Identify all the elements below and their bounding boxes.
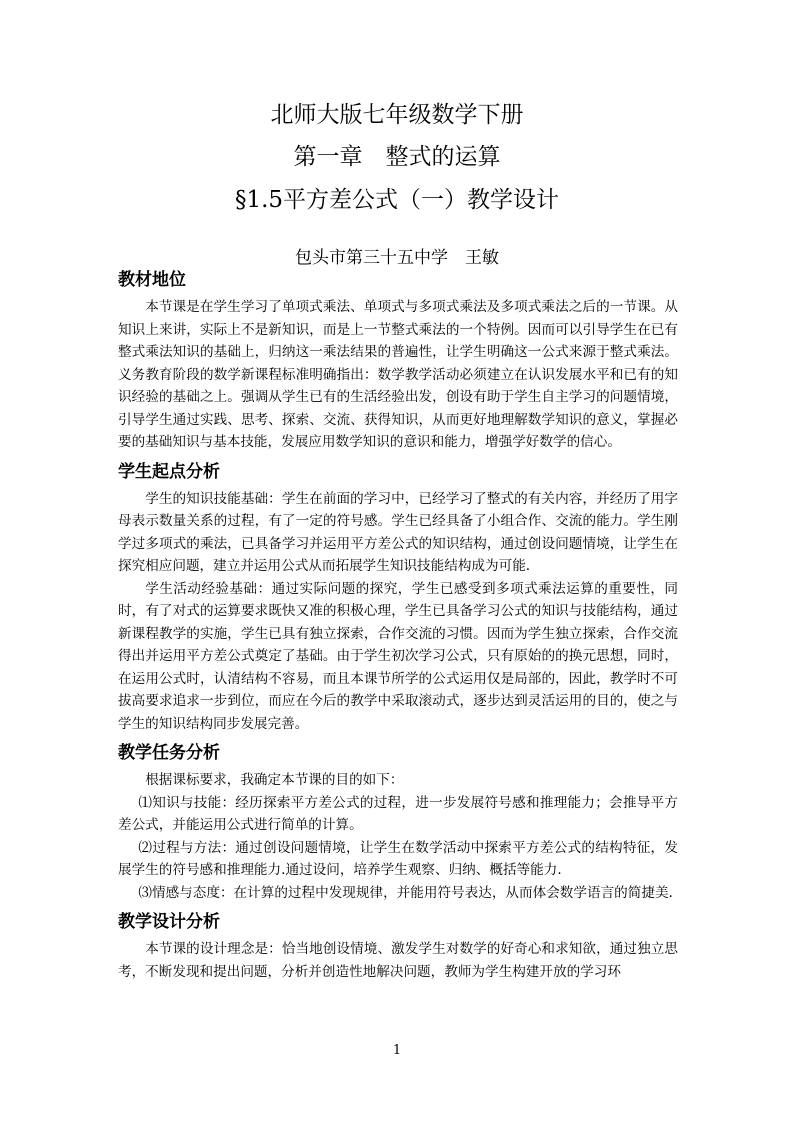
paragraph: 学生活动经验基础：通过实际问题的探究，学生已感受到多项式乘法运算的重要性，同时，有了对式的运算要求既快又准的积极心理，学生已具备学习公式的知识与技能结构，通过新课程教学的实施，学生已具有独立探索，合作交流的习惯。因而为学生独立探索，合作交流得出并运用平方差公式奠定了基础。由于学生初次学习公式，只有原始的的换元思想，同时，在运用公式时，认清结构不容易，而且本课节所学的公式运用仅是局部的，因此，教学时不可拔高要求追求一步到位，而应在今后的教学中采取滚动式，逐步达到灵活运用的目的，使之与学生的知识结构同步发展完善。 bbox=[118, 580, 678, 732]
objective-item: ⑴知识与技能：经历探索平方差公式的过程，进一步发展符号感和推理能力；会推导平方差公式，并能运用公式进行简单的计算。 bbox=[118, 794, 678, 833]
document-author: 包头市第三十五中学 王敏 bbox=[295, 248, 499, 268]
paragraph: 本节课是在学生学习了单项式乘法、单项式与多项式乘法及多项式乘法之后的一节课。从知识上来讲，实际上不是新知识，而是上一节整式乘法的一个特例。因而可以引导学生在已有整式乘法知识的基础上，归纳这一乘法结果的普遍性，让学生明确这一公式来源于整式乘法。义务教育阶段的数学新课程标准明确指出：数学教学活动必须建立在认识发展水平和已有的知识经验的基础之上。强调从学生已有的生活经验出发，创设有助于学生自主学习的问题情境，引导学生通过实践、思考、探索、交流、获得知识，从而更好地理解数学知识的意义，掌握必要的基础知识与基本技能，发展应用数学知识的意识和能力，增强学好数学的信心。 bbox=[118, 299, 678, 450]
document-title-line-1: 北师大版七年级数学下册 bbox=[270, 102, 524, 128]
document-title-lesson: §1.5平方差公式（一）教学设计 bbox=[234, 187, 560, 213]
section-teaching-task-analysis bbox=[118, 741, 678, 904]
section-heading: 教学任务分析 bbox=[118, 743, 220, 763]
document-title-chapter: 第一章 整式的运算 bbox=[293, 144, 501, 170]
section-teaching-design-analysis bbox=[118, 910, 678, 983]
page-number: 1 bbox=[392, 1043, 402, 1058]
objective-item: ⑶情感与态度：在计算的过程中发现规律，并能用符号表达，从而体会数学语言的简捷美. bbox=[138, 884, 673, 901]
paragraph: 本节课的设计理念是：恰当地创设情境、激发学生对数学的好奇心和求知欲，通过独立思考，不断发现和提出问题，分析并创造性地解决问题，教师为学生构建开放的学习环 bbox=[118, 941, 678, 980]
paragraph: 学生的知识技能基础：学生在前面的学习中，已经学习了整式的有关内容，并经历了用字母表示数量关系的过程，有了一定的符号感。学生已经具备了小组合作、交流的能力。学生刚学过多项式的乘法，已具备学习并运用平方差公式的知识结构，通过创设问题情境，让学生在探究相应问题，建立并运用公式从而拓展学生知识技能结构成为可能. bbox=[118, 490, 678, 574]
paragraph: 根据课标要求，我确定本节课的目的如下： bbox=[145, 772, 404, 788]
section-heading: 教材地位 bbox=[118, 270, 186, 290]
section-textbook-position bbox=[118, 268, 678, 454]
section-heading: 教学设计分析 bbox=[118, 912, 220, 932]
section-student-starting-point bbox=[118, 460, 678, 736]
objective-item: ⑵过程与方法：通过创设问题情境，让学生在数学活动中探索平方差公式的结构特征，发展学生的符号感和推理能力.通过设问，培养学生观察、归纳、概括等能力. bbox=[118, 839, 678, 878]
document-body bbox=[118, 268, 678, 989]
section-heading: 学生起点分析 bbox=[118, 461, 220, 482]
